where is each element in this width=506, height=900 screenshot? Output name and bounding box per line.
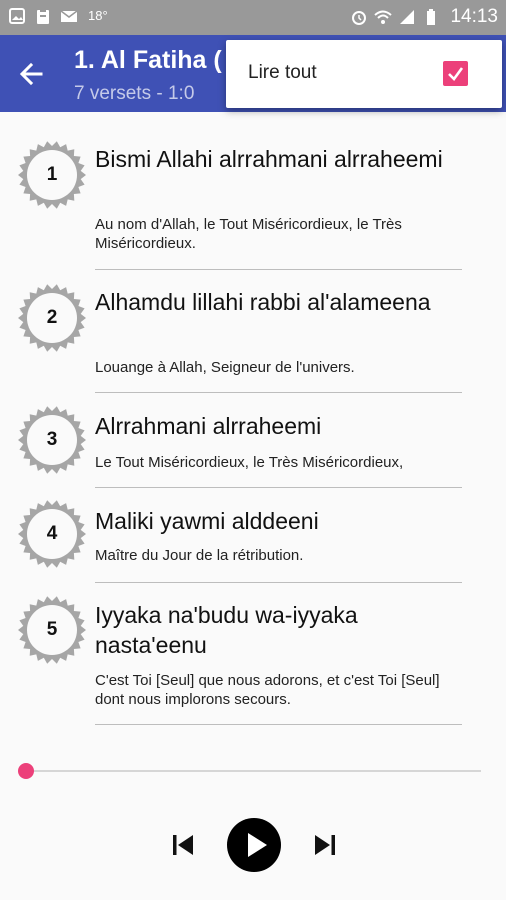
verse-arabic: Alrrahmani alrraheemi <box>95 413 322 439</box>
play-icon <box>245 832 269 858</box>
skip-previous-icon <box>170 832 196 858</box>
check-icon <box>445 63 466 84</box>
skip-next-icon <box>312 832 338 858</box>
clock: 14:13 <box>450 6 498 27</box>
temperature: 18° <box>88 8 108 23</box>
divider <box>95 487 462 488</box>
page-subtitle: 7 versets - 1:0 <box>74 83 195 104</box>
verse-translation: C'est Toi [Seul] que nous adorons, et c'est Toi [Seul] dont nous implorons secours. <box>95 672 440 708</box>
clipboard-notification-icon <box>34 7 52 25</box>
divider <box>95 582 462 583</box>
verse-number-badge <box>16 498 88 570</box>
page-title: 1. Al Fatiha ( <box>74 46 222 74</box>
verse-translation: Au nom d'Allah, le Tout Miséricordieux, le Très Miséricordieux. <box>95 216 402 252</box>
previous-button[interactable] <box>170 832 196 858</box>
verse-number: 1 <box>46 164 58 185</box>
next-button[interactable] <box>312 832 338 858</box>
verse-number-badge <box>16 282 88 354</box>
verse-arabic: Iyyaka na'budu wa-iyyaka nasta'eenu <box>95 602 358 658</box>
wifi-icon <box>374 8 392 26</box>
seek-bar[interactable] <box>25 770 481 772</box>
verse-number-badge <box>16 594 88 666</box>
battery-icon <box>422 8 440 26</box>
alarm-icon <box>350 8 368 26</box>
verse-number: 4 <box>46 523 58 544</box>
divider <box>95 392 462 393</box>
signal-icon <box>398 8 416 26</box>
back-button[interactable] <box>16 59 46 89</box>
verse-number: 2 <box>46 307 58 328</box>
verse-translation: Le Tout Miséricordieux, le Très Miséricordieux, <box>95 454 404 471</box>
arrow-left-icon <box>16 59 46 89</box>
overflow-menu <box>226 40 502 108</box>
read-all-label[interactable]: Lire tout <box>248 62 317 83</box>
divider <box>95 724 462 725</box>
verse-translation: Louange à Allah, Seigneur de l'univers. <box>95 359 355 376</box>
seek-thumb[interactable] <box>18 763 34 779</box>
play-button[interactable] <box>227 818 281 872</box>
divider <box>95 269 462 270</box>
mail-notification-icon <box>60 7 78 25</box>
read-all-checkbox[interactable] <box>443 61 468 86</box>
verse-arabic: Maliki yawmi alddeeni <box>95 508 319 534</box>
verse-number: 5 <box>46 619 58 640</box>
verse-number: 3 <box>46 429 58 450</box>
gallery-notification-icon <box>8 7 26 25</box>
verse-number-badge <box>16 139 88 211</box>
verse-translation: Maître du Jour de la rétribution. <box>95 547 304 564</box>
verse-arabic: Alhamdu lillahi rabbi al'alameena <box>95 289 431 315</box>
status-bar <box>0 0 506 35</box>
verse-arabic: Bismi Allahi alrrahmani alrraheemi <box>95 146 443 172</box>
verse-number-badge <box>16 404 88 476</box>
